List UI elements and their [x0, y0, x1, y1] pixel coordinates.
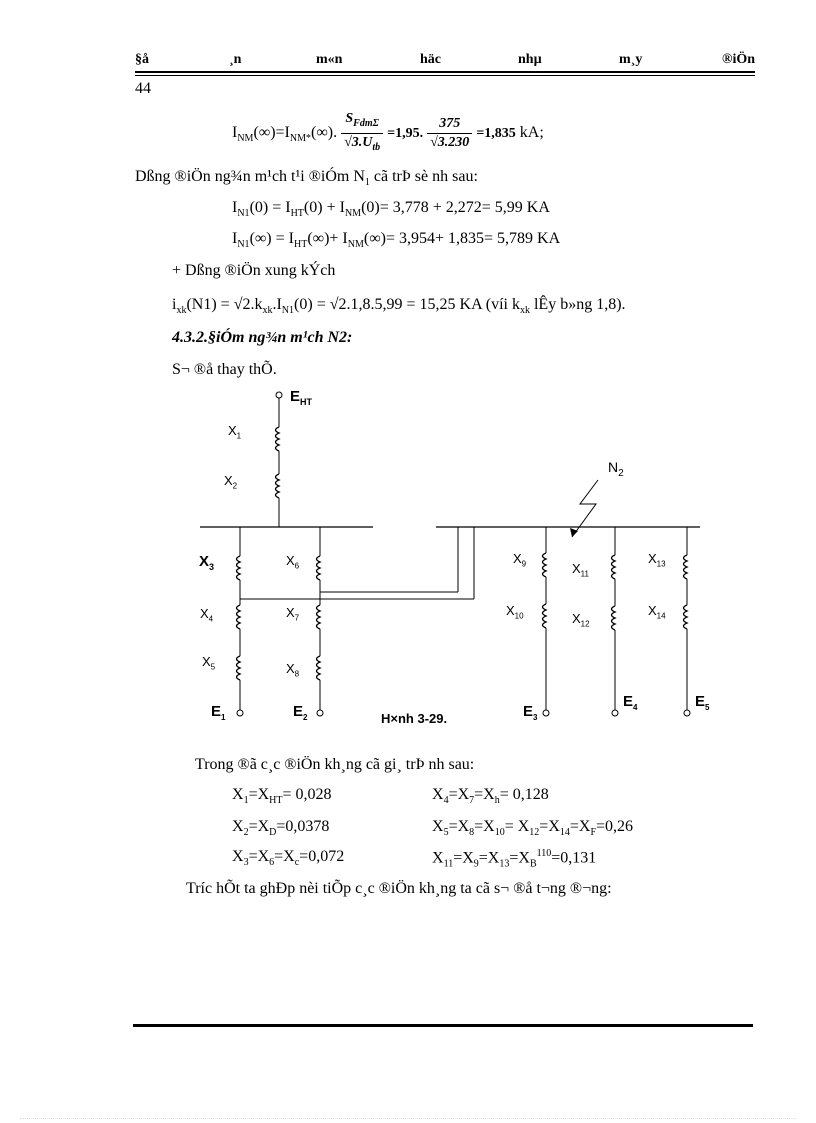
label-x14: $X_{14}$ [648, 603, 666, 621]
eq-sub: NM [237, 133, 254, 145]
reactor-x5 [237, 656, 241, 680]
footer-rule [133, 1024, 753, 1027]
value-right: $X_4=X_7=X_h= 0,128$ [432, 786, 549, 807]
eq-result: =1,835 [476, 125, 516, 141]
eq-text: (∞) = I [249, 230, 294, 247]
label-x12: $X_{12}$ [572, 611, 590, 629]
terminal-e3 [543, 710, 549, 716]
eq-sub: xk [176, 305, 187, 317]
label-x3: $X_3$ [199, 553, 215, 572]
value-left: $X_2=X_D=0,0378$ [232, 818, 330, 839]
eq-text: I [232, 123, 238, 141]
reactor-x1 [276, 427, 280, 451]
label-e5: $E_5$ [695, 693, 710, 712]
fault-arrow-icon [570, 528, 578, 537]
eq-sub: NM [347, 239, 364, 251]
eq-text: (0) = I [249, 199, 291, 216]
paragraph: + Dßng ®iÖn xung kÝch [172, 262, 336, 279]
label-x9: $X_9$ [513, 551, 527, 569]
label-x10: $X_{10}$ [506, 603, 524, 621]
label-x1: $X_1$ [228, 423, 242, 441]
terminal-e1 [237, 710, 243, 716]
reactor-x8 [317, 656, 321, 680]
paragraph: Tríc hÕt ta ghÐp nèi tiÕp c¸c ®iÖn kh¸ng ta cã s¬ ®å t¬ng ®¬ng: [186, 880, 612, 897]
label-e4: $E_4$ [623, 693, 638, 712]
label-e2: $E_2$ [293, 703, 308, 722]
eq-text: (0)= 3,778 + 2,272= 5,99 KA [361, 199, 550, 216]
frac-den: √3.230 [430, 134, 470, 150]
eq-text: i [172, 296, 177, 313]
reactor-x6 [317, 556, 321, 580]
eq-text: .I [272, 296, 282, 313]
label-x6: $X_6$ [286, 553, 300, 571]
paragraph: Trong ®ã c¸c ®iÖn kh¸ng cã gi¸ trÞ nh sau: [195, 756, 475, 773]
para-text: cã trÞ sè nh sau: [373, 168, 478, 185]
reactor-x11 [612, 555, 616, 579]
label-n2: $N_2$ [608, 459, 624, 479]
eq-text: =1,95. [387, 125, 424, 141]
eq-sub: HT [290, 208, 304, 220]
value-left: $X_1=X_{HT}= 0,028$ [232, 786, 332, 807]
eq-text: (∞). [311, 123, 338, 141]
eq-text: lÊy b»ng 1,8). [533, 296, 626, 313]
header-word: nhµ [518, 52, 542, 67]
reactor-x7 [317, 605, 321, 629]
reactor-x14 [684, 605, 688, 629]
eq-text: (N1) = √2.k [186, 296, 263, 313]
eq-sub: HT [293, 239, 308, 251]
terminal-e4 [612, 710, 618, 716]
value-right: $X_{11}=X_9=X_{13}=X_B^{110}=0,131$ [432, 848, 597, 870]
figure-caption: H×nh 3-29. [381, 711, 448, 726]
header-word: ¸n [229, 52, 242, 67]
reactor-x10 [543, 604, 547, 628]
eq-sub: xk [262, 305, 273, 317]
eq-sub: N1 [237, 208, 250, 220]
reactor-x2 [276, 474, 280, 498]
eq-sub: N1 [281, 305, 295, 317]
fault-lightning-icon [572, 480, 598, 537]
page-edge [20, 1118, 796, 1119]
eq-sub: N1 [237, 239, 250, 251]
label-x5: $X_5$ [202, 654, 216, 672]
label-x8: $X_8$ [286, 661, 300, 679]
frac-num: 375 [427, 115, 472, 134]
frac-num-sub: FdmΣ [353, 117, 379, 129]
eq-sub: NM* [289, 133, 311, 145]
header-word: m¸y [619, 52, 643, 67]
eq-sub: NM [344, 208, 362, 220]
reactor-x12 [612, 606, 616, 630]
eq-text: (∞)=I [253, 123, 290, 141]
frac-den-sub: tb [372, 141, 381, 153]
page-number: 44 [135, 80, 151, 97]
eq-text: I [232, 230, 238, 247]
reactor-x13 [684, 555, 688, 579]
section-title: 4.3.2.§iÓm ng¾n m¹ch N2: [172, 329, 353, 346]
paragraph: S¬ ®å thay thÕ. [172, 361, 277, 378]
reactor-x9 [543, 553, 547, 577]
label-x7: $X_7$ [286, 605, 300, 623]
frac-num: S [345, 111, 354, 126]
label-x2: $X_2$ [224, 473, 238, 491]
label-e1: $E_1$ [211, 703, 226, 722]
para-text: Dßng ®iÖn ng¾n m¹ch t¹i ®iÓm N [135, 168, 365, 185]
header-word: §å [135, 52, 149, 67]
eq-text: I [232, 199, 238, 216]
eq-text: (∞)+ I [307, 230, 348, 247]
header-word: ®iÖn [722, 52, 756, 67]
eq-unit: kA; [519, 123, 544, 141]
reactor-x3 [237, 556, 241, 580]
terminal-ht [276, 392, 282, 398]
para-sub: 1 [364, 177, 370, 189]
label-x4: $X_4$ [200, 606, 214, 624]
label-e3: $E_3$ [523, 703, 538, 722]
header-word: m«n [316, 52, 343, 67]
value-left: $X_3=X_6=X_c=0,072$ [232, 848, 345, 869]
eq-text: (0) = √2.1,8.5,99 = 15,25 KA (víi k [294, 296, 520, 313]
value-right: $X_5=X_8=X_{10}= X_{12}=X_{14}=X_F=0,26$ [432, 818, 634, 839]
label-x11: $X_{11}$ [572, 561, 589, 579]
terminal-e2 [317, 710, 323, 716]
eq-text: (0) + I [303, 199, 345, 216]
eq-text: (∞)= 3,954+ 1,835= 5,789 KA [363, 230, 561, 247]
header-word: häc [420, 52, 441, 67]
terminal-e5 [684, 710, 690, 716]
label-eht: $E_{HT}$ [290, 388, 313, 407]
eq-sub: xk [519, 305, 530, 317]
frac-den: √3.U [344, 134, 373, 150]
label-x13: $X_{13}$ [648, 551, 666, 569]
reactor-x4 [237, 605, 241, 629]
